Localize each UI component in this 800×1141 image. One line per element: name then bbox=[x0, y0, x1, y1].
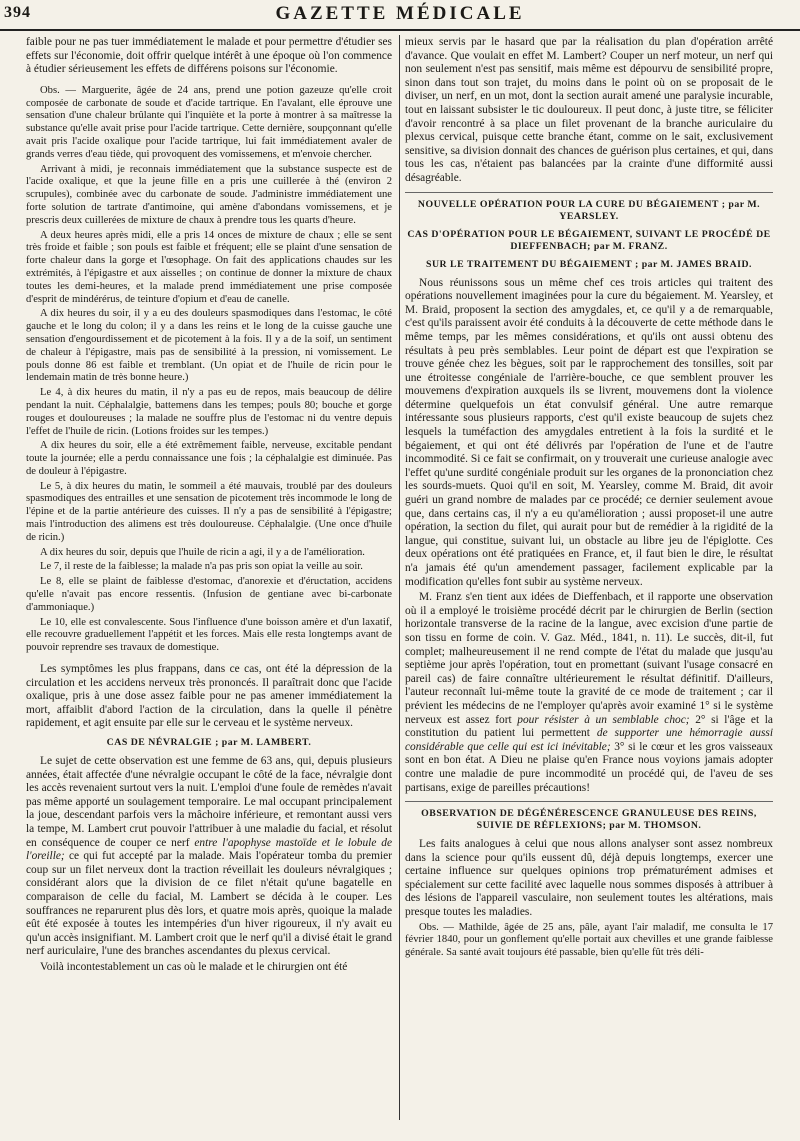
section-rule bbox=[405, 801, 773, 802]
article-title: CAS D'OPÉRATION POUR LE BÉGAIEMENT, SUIVANT LE PROCÉDÉ DE DIEFFENBACH; par M. FRANZ. bbox=[407, 228, 771, 252]
observation-paragraph: Arrivant à midi, je reconnais immédiatement que la substance suspecte est de l'acide oxalique, et que la jeune fille en a pris une cuillerée à thé (environ 2 scrupules), combinée avec du carbonate de soude. J'administre immédiatement une forte solution de tartrate d'antimoine, qui amène d'abondans vomissemens, et je prescris deux cuillerées de mixture de chaux à prendre tous les quarts d'heure. bbox=[26, 163, 392, 226]
observation-paragraph: Obs. — Marguerite, âgée de 24 ans, prend une potion gazeuze qu'elle croit composée de carbonate de soude et d'acide tartrique. En l'avalant, elle éprouve une sensation d'une chaleur brûlante qui l'inquiète et la porte à montrer à sa maîtresse la substance qu'elle avait prise pour l'acide tartrique. Cette dernière, soupçonnant qu'elle avait pris l'acide oxalique pour l'acide tartrique, lui fait immédiatement avaler de grands verres d'eau tiède, qui provoquent des vomissemens, et m'envoie chercher. bbox=[26, 84, 392, 160]
paragraph: Les symptômes les plus frappans, dans ce cas, ont été la dépression de la circulation et les accidens nerveux très prononcés. Il paraîtrait donc que l'acide oxalique, pris à une dose assez faible pour ne pas amener immédiatement la mort, affaiblit d'abord l'action de la circulation, dans la quelle il pénètre rapidement, et agit ensuite par elle sur le cerveau et le système nerveux. bbox=[26, 663, 392, 730]
paragraph: mieux servis par le hasard que par la réalisation du plan d'opération arrêté d'avance. Que voulait en effet M. Lambert? Couper un nerf moteur, un nerf qui non seulement n'est pas sensitif, mais même est dépourvu de sensibilité propre, sinon dans tout son trajet, du moins dans le point où on se proposait de le diviser, un nerf, en un mot, dont la section aurait amené une paralysie incurable, tout en laissant subsister le tic douloureux. Il peut donc, à juste titre, se féliciter d'avoir rencontré à sa place un filet provenant de la branche auriculaire du plexus cervical, puisque cette branche étant, comme on le sait, exclusivement sensitive, sa division donnait des chances de guérison plus certaines, et qui, dans tous les cas, n'étaient pas balancées par la crainte d'une difformité aussi désagréable. bbox=[405, 36, 773, 184]
header-rule bbox=[0, 29, 800, 31]
paragraph: faible pour ne pas tuer immédiatement le malade et pour permettre d'étudier ses effets sur l'économie, doit offrir quelque intérêt à une époque où l'on commence à étudier sérieusement les effets de différens poisons sur l'économie. bbox=[26, 36, 392, 76]
observation-paragraph: A deux heures après midi, elle a pris 14 onces de mixture de chaux ; elle se sent très froide et faible ; son pouls est faible et fréquent; elle se plaint d'une sensation de forte chaleur dans la gorge et l'œsophage. On fait des applications chaudes sur les extrémités, à l'épigastre et aux aisselles ; on continue de donner la mixture de chaux toutes les demi-heures, et la malade prend immédiatement une prise composée d'esprit de mindérérus, de teinture d'opium et d'eau de canelle. bbox=[26, 229, 392, 305]
paragraph: Le sujet de cette observation est une femme de 63 ans, qui, depuis plusieurs années, était affectée d'une névralgie occupant le côté de la face, névralgie dont les accès revenaient surtout vers la nuit. L'emploi d'une foule de remèdes n'avait pas même apporté un soulagement temporaire. Le mal occupant principalement la joue, descendant parfois vers la mâchoire inférieure, et remontant aussi vers la tempe, M. Lambert crut pouvoir l'attribuer à une maladie du facial, et résolut en conséquence de couper ce nerf entre l'apophyse mastoïde et le lobule de l'oreille; ce qui fut accepté par la malade. Mais l'opérateur tomba du premier coup sur un filet nerveux dont la traction réveillait les douleurs névralgiques ; considérant alors que la division de ce filet n'était qu'une bagatelle en comparaison de celle du facial, M. Lambert se décida à le couper. Les souffrances ne reparurent plus dès lors, et quatre mois après, quoique la malade eût été exposée à toutes les intempéries d'un hiver rigoureux, il n'y avait eu qu'un accès insignifiant. M. Lambert croit que le nerf qu'il a divisé était le grand nerf auriculaire, l'une des branches ascendantes du plexus cervical. bbox=[26, 755, 392, 958]
right-column bbox=[405, 36, 773, 1137]
article-title: SUR LE TRAITEMENT DU BÉGAIEMENT ; par M. JAMES BRAID. bbox=[426, 258, 752, 270]
observation-paragraph: A dix heures du soir, il y a eu des douleurs spasmodiques dans l'estomac, le côté gauche et le long du colon; il y a dans les reins et le long de la cuisse gauche une sensation d'engourdissement et de picotement à la fois. Il y a de la soif, un sentiment de chaleur à l'épigastre, mais pas de sensibilité à la pression, ni vomissement. Le pouls donne 86 est faible et tremblant. (Un opiat et de l'huile de ricin pour le lendemain matin de très bonne heure.) bbox=[26, 308, 392, 384]
observation-paragraph: Le 10, elle est convalescente. Sous l'influence d'une boisson amère et d'un laxatif, elle recouvre graduellement l'appétit et les forces. Mais elle resta longtemps avant de pouvoir reprendre ses travaux de domestique. bbox=[26, 616, 392, 654]
observation-paragraph: Le 4, à dix heures du matin, il n'y a pas eu de repos, mais beaucoup de délire pendant la nuit. Céphalalgie, battemens dans les tempes; pouls 80; bouche et gorge rouges et douloureuses ; la malade ne souffre plus de l'estomac ni du ventre depuis l'effet de l'huile de ricin. (Lotions froides sur les tempes.) bbox=[26, 387, 392, 437]
observation-paragraph: Le 8, elle se plaint de faiblesse d'estomac, d'anorexie et d'éructation, accidens qu'elle n'avait pas encore ressentis. (Infusion de gentiane avec bi-carbonate d'ammoniaque.) bbox=[26, 576, 392, 613]
observation-paragraph: A dix heures du soir, elle a été extrêmement faible, nerveuse, excitable pendant toute la journée; elle a perdu connaissance une fois ; la céphalalgie est diminuée. Pas de douleur à l'épigastre. bbox=[26, 440, 392, 477]
observation-paragraph: Obs. — Mathilde, âgée de 25 ans, pâle, ayant l'air maladif, me consulta le 17 février 1840, pour un gonflement qu'elle portait aux chevilles et une grande faiblesse générale. Sa santé avait toujours été passable, bien qu'elle fût très déli- bbox=[405, 921, 773, 959]
page-header bbox=[0, 0, 800, 30]
section-rule bbox=[405, 192, 773, 193]
column-divider bbox=[399, 35, 400, 1120]
paragraph: Nous réunissons sous un même chef ces trois articles qui traitent des opérations nouvellement imaginées pour la cure du bégaiement. M. Yearsley, et M. Braid, proposent la section des amygdales, et, ce qu'il y a de remarquable, c'est qu'ils paraissent avoir été conduits à la découverte de cette méthode dans le même temps, par les mêmes considérations, et qu'ils ont aussi obtenu des résultats à peu près semblables. Leur point de départ est que l'expiration se trouve génée chez les bègues, soit par le rapprochement des tonsilles, soit par une étroitesse congéniale de l'arrière-bouche, ce que semblent prouver les mouvemens d'expiration auxquels ils se livrent, mouvemens dont la violence détermine quelquefois un état convulsif général. Une autre remarque intéressante sous plusieurs rapports, c'est qu'il existe beaucoup de sujets chez lesquels la tuméfaction des amygdales entretient à la fois la surdité et le bégaiement, et qui ont été délivrés par l'opération de l'une et de l'autre incommodité. Si ce fait se confirmait, on y trouverait une curieuse analogie avec l'effet qu'une surdité congéniale produit sur les organes de la prononciation chez les sourds-muets. Quoi qu'il en soit, M. Yearsley, comme M. Braid, dit avoir guéri un grand nombre de malades par ce procédé; ce dernier seulement avoue que, dans certains cas, il n'y a eu qu'amélioration ; aussi proposet-il une autre opération, la section du filet, qui aurait pour but de remédier à la rigidité de la langue, qui constitue, suivant lui, un obstacle au libre jeu de l'épiglotte. Ces deux opérations ont été pratiquées en France, et, il faut bien le dire, le résultat n'a jamais été qu'un amendement passager, facilement explicable par la modification qu'elles font subir au système nerveux. bbox=[405, 276, 773, 588]
page-number: 394 bbox=[4, 4, 31, 21]
left-column bbox=[26, 36, 392, 1137]
article-title: OBSERVATION DE DÉGÉNÉRESCENCE GRANULEUSE DES REINS, SUIVIE DE RÉFLEXIONS; par M. THOMSON. bbox=[421, 808, 757, 832]
observation-paragraph: Le 5, à dix heures du matin, le sommeil a été mauvais, troublé par des douleurs spasmodiques des entrailles et une sensation de picotement très incommode le long de l'épine et de la partie antérieure des cuisses. Il n'y a pas de sensibilité à l'épigastre; mais l'introduction des alimens est très douloureuse. Céphalalgie. (Une once d'huile de ricin.) bbox=[26, 480, 392, 543]
article-title: CAS DE NÉVRALGIE ; par M. LAMBERT. bbox=[106, 737, 312, 749]
observation-paragraph: A dix heures du soir, depuis que l'huile de ricin a agi, il y a de l'amélioration. bbox=[40, 546, 365, 558]
observation-paragraph: Le 7, il reste de la faiblesse; la malade n'a pas pris son opiat la veille au soir. bbox=[40, 561, 363, 573]
masthead-title: GAZETTE MÉDICALE bbox=[275, 3, 525, 24]
paragraph: Voilà incontestablement un cas où le malade et le chirurgien ont été bbox=[40, 960, 348, 973]
paragraph: Les faits analogues à celui que nous allons analyser sont assez nombreux dans la science pour qu'ils eussent dû, déjà depuis longtemps, exercer une certaine influence sur quelques opinions trop prématurément admises et spécialement sur cette facilité avec laquelle nous sommes disposés à attribuer à des lésions de l'appareil vasculaire, non seulement toutes les altérations, mais presque toutes les maladies. bbox=[405, 838, 773, 919]
article-title: NOUVELLE OPÉRATION POUR LA CURE DU BÉGAIEMENT ; par M. YEARSLEY. bbox=[417, 198, 761, 222]
paragraph: M. Franz s'en tient aux idées de Dieffenbach, et il rapporte une observation où il a employé le troisième procédé décrit par le chirurgien de Berlin (section horizontale transverse de la racine de la langue, avec excision d'une partie de son tissu en forme de coin. V. Gaz. Méd., 1841, n. 11). Le succès, dit-il, fut complet; malheureusement il ne rend compte de l'état du malade que jusqu'au septième jour après l'opération, tout en promettant (suivant l'usage consacré en pareil cas) de faire connaître ultérieurement le résultat définitif. D'ailleurs, l'auteur reconnaît lui-même toute la gravité de ce mode de traitement ; car il prévient les médecins de ne l'employer qu'après avoir examiné 1° si le système nerveux est assez fort pour résister à un semblable choc; 2° si l'âge et la constitution du patient lui permettent de supporter une hémorragie aussi considérable que celle qui est ici inévitable; 3° si le cœur et les gros vaisseaux sont en bon état. A Dieu ne plaise qu'en France nous voyions jamais adopter contre une maladie de pure incommodité un procédé qui, de l'aveu de ses partisans, exige de pareilles précautions! bbox=[405, 591, 773, 794]
